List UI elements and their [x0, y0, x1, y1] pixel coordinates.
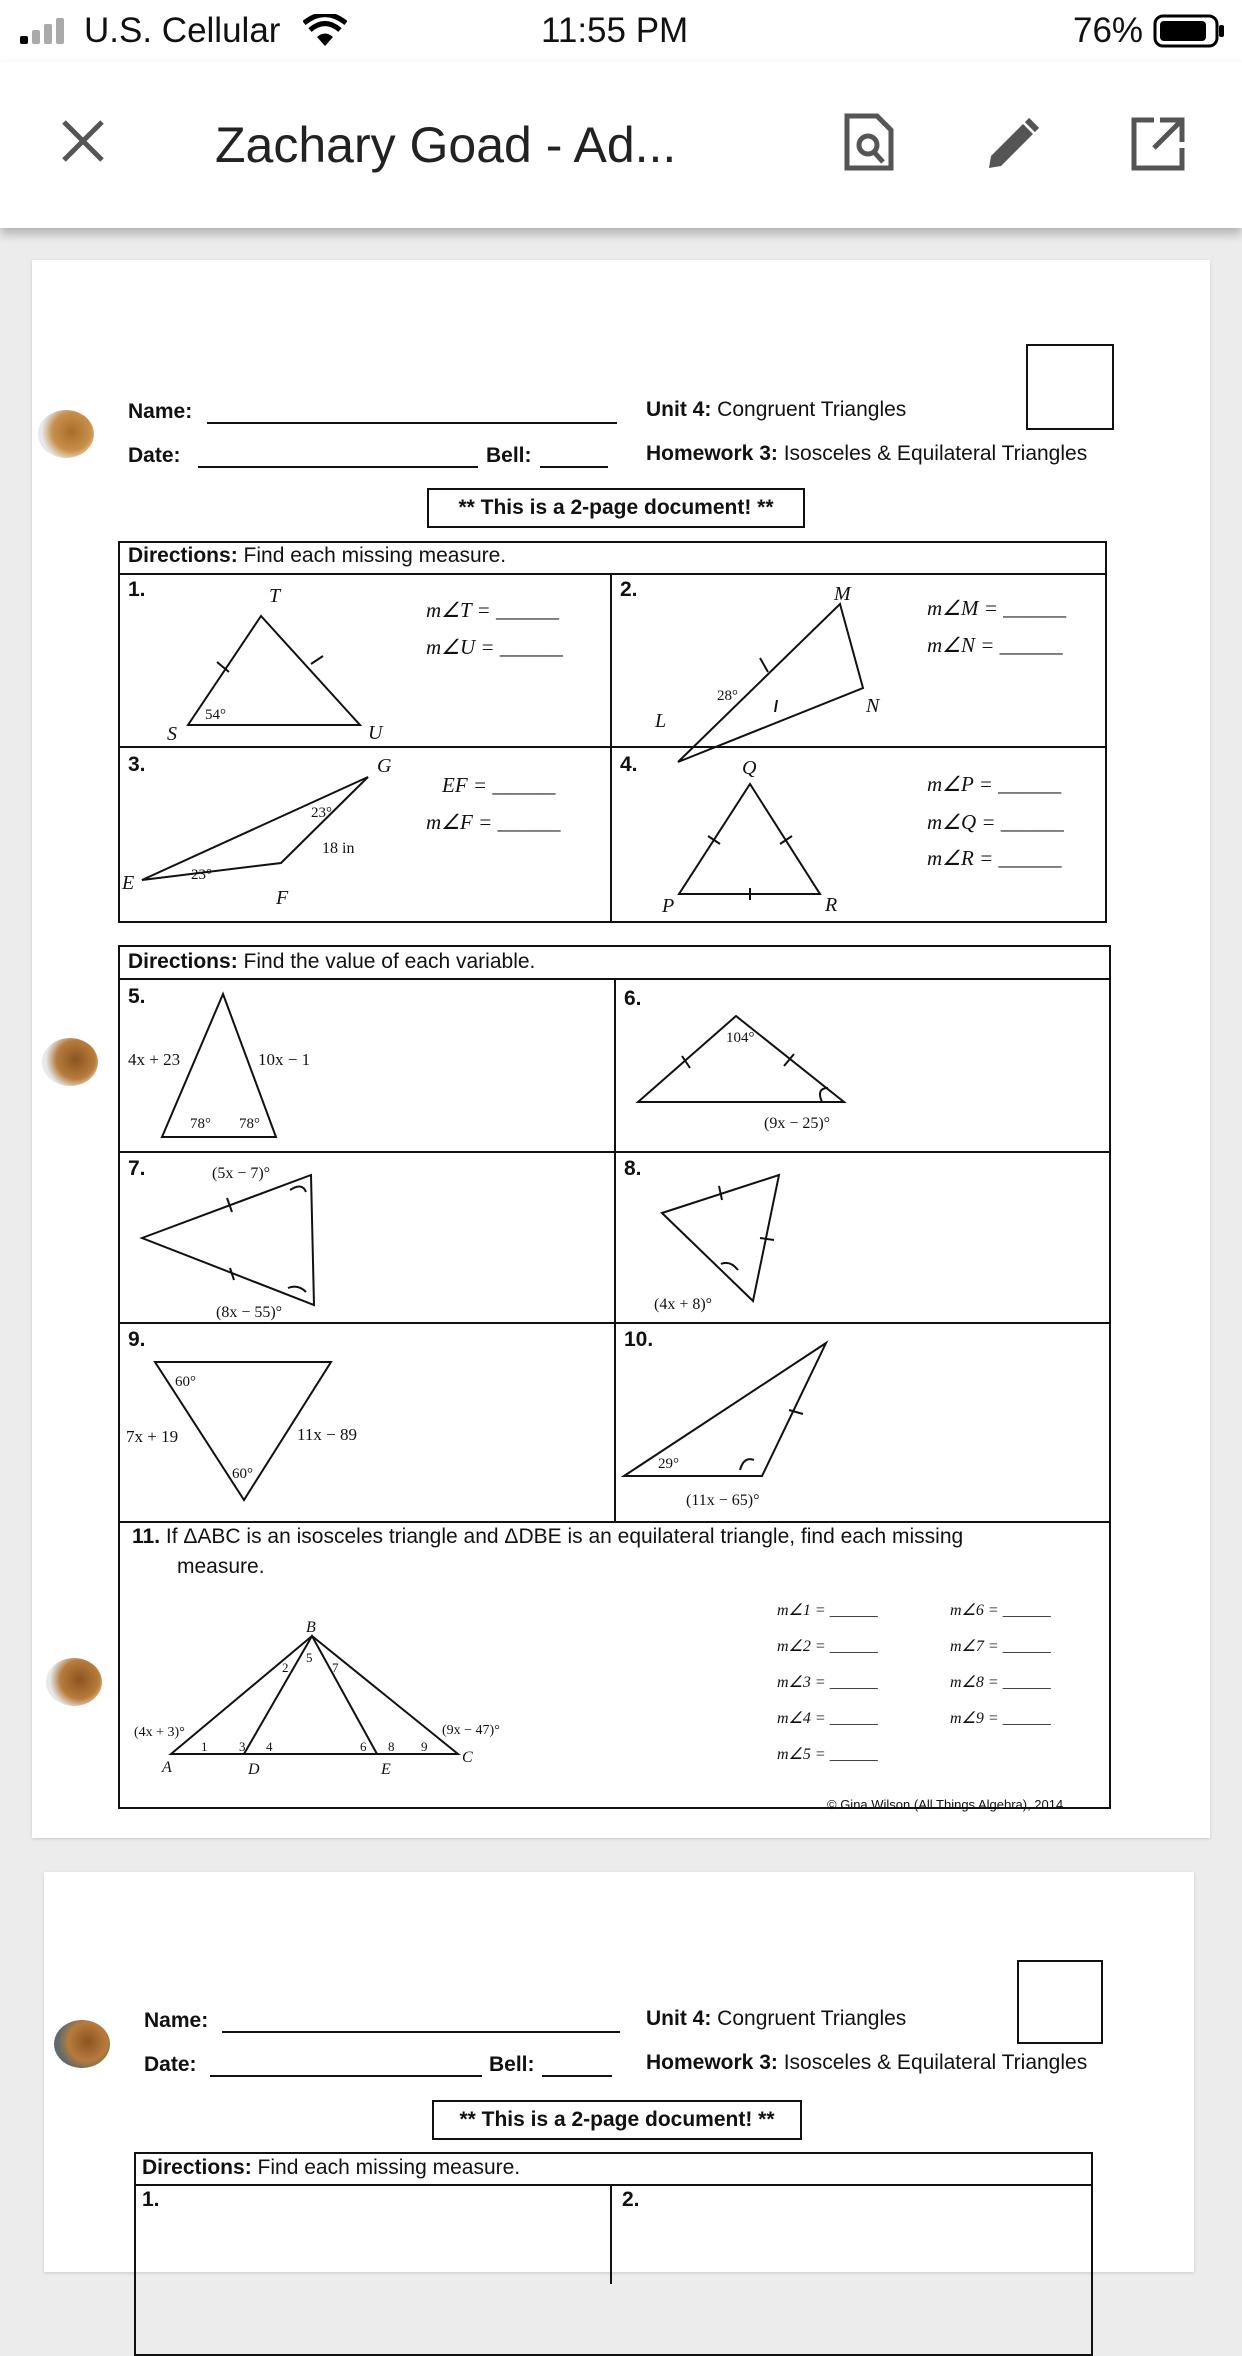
problem-2-number: 2. [620, 578, 638, 601]
p11-answer-6: m∠6 = ______ [950, 1602, 1051, 1619]
triangle-7 [142, 1175, 314, 1305]
svg-text:(11x − 65)°: (11x − 65)° [686, 1492, 760, 1509]
svg-text:9: 9 [421, 1739, 428, 1754]
figure-labels [121, 583, 881, 1778]
svg-text:4x + 23: 4x + 23 [128, 1050, 181, 1069]
problem-10-number: 10. [624, 1328, 654, 1351]
copyright: © Gina Wilson (All Things Algebra), 2014 [827, 1797, 1064, 1812]
unit-line: Unit 4: Congruent Triangles [646, 398, 907, 421]
p2-answer-2: m∠N = ______ [927, 633, 1063, 657]
p2-homework-line: Homework 3: Isosceles & Equilateral Triangles [646, 2051, 1088, 2074]
p2-directions: Directions: Find each missing measure. [142, 2156, 521, 2179]
p2-bell-label: Bell: [489, 2053, 535, 2076]
p3-answer-2: m∠F = ______ [426, 810, 561, 834]
svg-text:M: M [834, 583, 851, 605]
svg-text:5: 5 [306, 1650, 313, 1665]
svg-text:F: F [276, 887, 289, 909]
p2-name-label: Name: [144, 2009, 209, 2032]
p11-answer-7: m∠7 = ______ [950, 1638, 1051, 1655]
find-in-page-icon[interactable] [843, 112, 895, 172]
triangle-10 [624, 1343, 826, 1476]
problem-5-number: 5. [128, 985, 146, 1008]
problem-7-number: 7. [128, 1157, 146, 1180]
carrier-label: U.S. Cellular [84, 11, 281, 50]
clock: 11:55 PM [541, 11, 689, 50]
two-page-notice: ** This is a 2-page document! ** [427, 488, 805, 528]
svg-text:S: S [167, 723, 177, 745]
open-external-icon[interactable] [1130, 116, 1186, 172]
triangle-6 [638, 1016, 844, 1102]
svg-text:2: 2 [282, 1660, 289, 1675]
svg-text:B: B [306, 1619, 316, 1636]
problem-1-number: 1. [128, 578, 146, 601]
p2-score-box [1017, 1960, 1103, 2044]
p2-answer-1: m∠M = ______ [927, 596, 1067, 620]
p11-answer-4: m∠4 = ______ [777, 1710, 878, 1727]
p11-answer-9: m∠9 = ______ [950, 1710, 1051, 1727]
svg-text:(9x − 47)°: (9x − 47)° [442, 1723, 500, 1738]
p4-answer-3: m∠R = ______ [927, 846, 1062, 870]
svg-text:U: U [368, 722, 383, 744]
svg-text:60°: 60° [232, 1466, 253, 1482]
svg-text:G: G [377, 755, 392, 777]
problem-8-number: 8. [624, 1157, 642, 1180]
svg-text:A: A [162, 1759, 172, 1776]
svg-text:29°: 29° [658, 1456, 679, 1472]
svg-text:8: 8 [388, 1739, 395, 1754]
p11-answer-5: m∠5 = ______ [777, 1746, 878, 1763]
svg-text:C: C [462, 1749, 473, 1766]
svg-text:23°: 23° [311, 805, 332, 821]
svg-text:7x + 19: 7x + 19 [126, 1427, 179, 1446]
homework-line: Homework 3: Isosceles & Equilateral Triangles [646, 442, 1088, 465]
svg-text:L: L [655, 710, 667, 732]
problem-6-number: 6. [624, 987, 642, 1010]
battery-percent: 76% [1073, 11, 1144, 50]
p2-unit-line: Unit 4: Congruent Triangles [646, 2007, 907, 2030]
wifi-icon [303, 14, 347, 48]
svg-text:P: P [662, 895, 675, 917]
svg-text:4: 4 [266, 1739, 273, 1754]
bell-label: Bell: [486, 444, 532, 467]
p1-answer-2: m∠U = ______ [426, 635, 563, 659]
name-label: Name: [128, 400, 193, 423]
svg-text:104°: 104° [726, 1030, 755, 1046]
svg-text:60°: 60° [175, 1374, 196, 1390]
date-label: Date: [128, 444, 181, 467]
svg-text:N: N [866, 695, 880, 717]
edit-pencil-icon[interactable] [985, 116, 1041, 172]
problem-11-line-2: measure. [177, 1555, 265, 1578]
p2-problem-2-number: 2. [622, 2188, 640, 2211]
p2-two-page-notice: ** This is a 2-page document! ** [432, 2100, 802, 2140]
p2-problem-1-number: 1. [142, 2188, 160, 2211]
svg-text:54°: 54° [205, 707, 226, 723]
triangle-abc [171, 1636, 458, 1754]
svg-text:(4x + 3)°: (4x + 3)° [134, 1725, 185, 1740]
close-icon[interactable] [60, 118, 106, 164]
svg-text:T: T [269, 585, 281, 607]
svg-text:3: 3 [239, 1739, 246, 1754]
signal-icon [20, 16, 70, 46]
triangle-pqr [679, 784, 820, 894]
svg-text:Q: Q [742, 757, 757, 779]
p11-answer-2: m∠2 = ______ [777, 1638, 878, 1655]
problem-11-line-1: 11. If ΔABC is an isosceles triangle and ΔDBE is an equilateral triangle, find each missing [132, 1525, 964, 1548]
svg-text:18 in: 18 in [322, 840, 355, 857]
p4-answer-2: m∠Q = ______ [927, 810, 1064, 834]
svg-text:E: E [381, 1761, 391, 1778]
svg-text:R: R [825, 894, 838, 916]
svg-text:10x − 1: 10x − 1 [258, 1050, 311, 1069]
p11-answer-3: m∠3 = ______ [777, 1674, 878, 1691]
svg-text:78°: 78° [239, 1116, 260, 1132]
svg-text:11x − 89: 11x − 89 [297, 1425, 357, 1444]
directions-2: Directions: Find the value of each variable. [128, 950, 536, 973]
svg-text:6: 6 [360, 1739, 367, 1754]
p1-answer-1: m∠T = ______ [426, 598, 559, 622]
svg-text:28°: 28° [717, 688, 738, 704]
svg-text:E: E [122, 872, 135, 894]
p2-date-label: Date: [144, 2053, 197, 2076]
p11-answer-8: m∠8 = ______ [950, 1674, 1051, 1691]
svg-text:D: D [248, 1761, 260, 1778]
battery-icon [1153, 14, 1225, 48]
app-bar [0, 62, 1242, 228]
hole-punch-4 [54, 2020, 110, 2068]
document-title: Zachary Goad - Ad... [215, 117, 677, 173]
problem-9-number: 9. [128, 1328, 146, 1351]
svg-text:23°: 23° [191, 867, 212, 883]
svg-text:7: 7 [332, 1660, 339, 1675]
svg-text:(4x + 8)°: (4x + 8)° [654, 1296, 713, 1313]
worksheet-page-1 [32, 260, 1210, 1838]
svg-text:(8x − 55)°: (8x − 55)° [216, 1304, 283, 1321]
svg-text:78°: 78° [190, 1116, 211, 1132]
p4-answer-1: m∠P = ______ [927, 772, 1062, 796]
triangle-egf [142, 777, 368, 880]
p11-answer-1: m∠1 = ______ [777, 1602, 878, 1619]
svg-text:1: 1 [201, 1739, 208, 1754]
status-bar [0, 0, 1242, 62]
p3-answer-1: EF = ______ [442, 773, 556, 797]
svg-text:(5x − 7)°: (5x − 7)° [212, 1165, 271, 1182]
worksheet-page-2 [44, 1872, 1194, 2272]
triangle-lmn [678, 604, 863, 762]
svg-text:(9x − 25)°: (9x − 25)° [764, 1115, 831, 1132]
problem-4-number: 4. [620, 753, 638, 776]
problem-3-number: 3. [128, 753, 146, 776]
directions-1: Directions: Find each missing measure. [128, 544, 507, 567]
